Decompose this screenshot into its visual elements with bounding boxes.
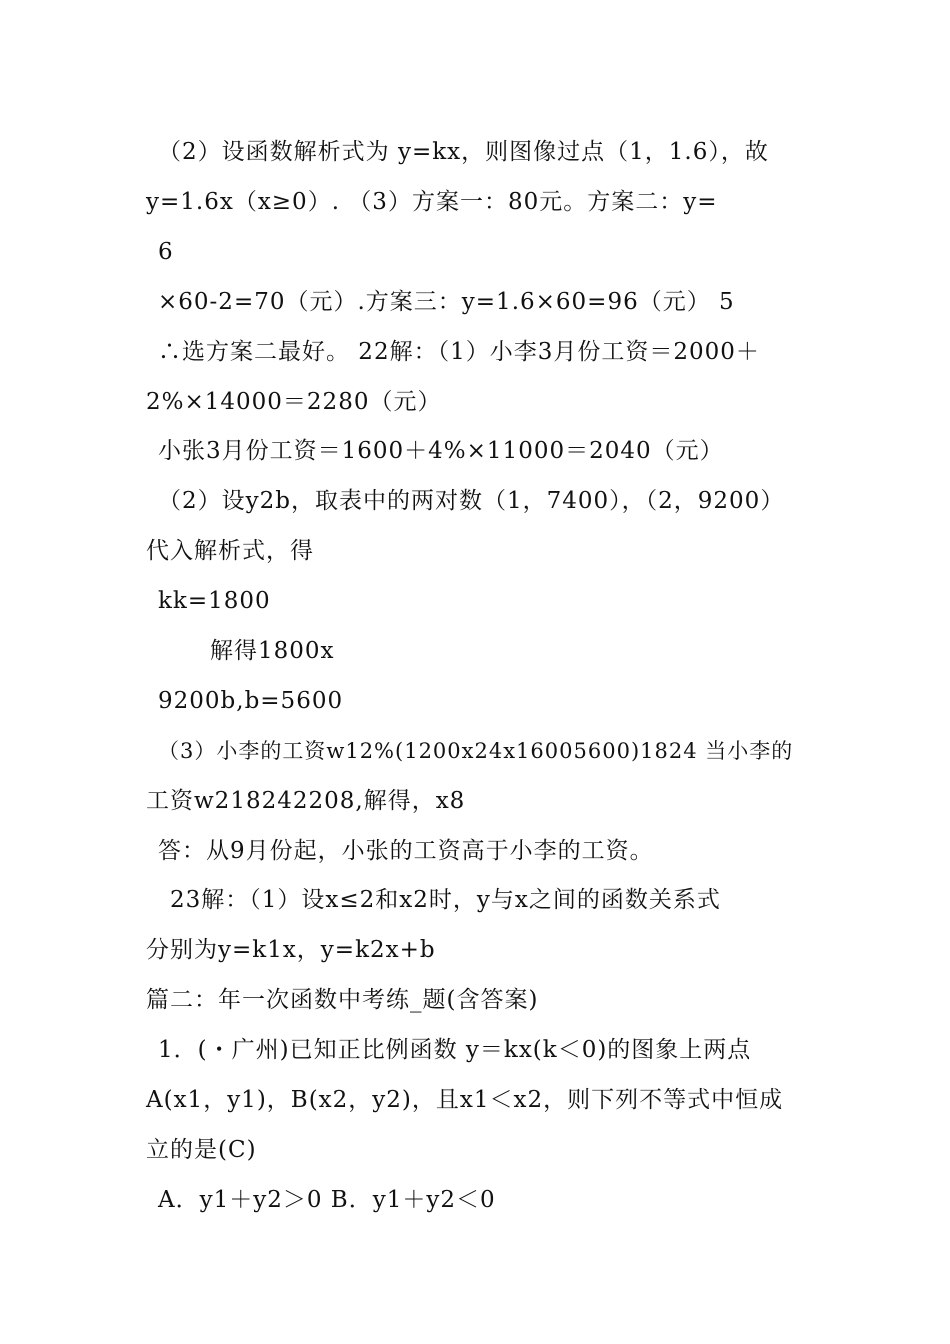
text-line: 9200b,b=5600 [158, 688, 344, 714]
text-line: 小张3月份工资＝1600＋4%×11000＝2040（元） [158, 438, 724, 464]
text-line: 6 [158, 239, 174, 265]
text-line: y=1.6x（x≥0）. （3）方案一：80元。方案二：y= [146, 189, 718, 215]
text-line: ×60-2=70（元）.方案三：y=1.6×60=96（元） 5 [158, 289, 735, 315]
text-line: （2）设函数解析式为 y=kx，则图像过点（1，1.6），故 [158, 139, 769, 165]
text-line: 代入解析式，得 [146, 538, 314, 564]
text-line: ∴选方案二最好。 22解：（1）小李3月份工资＝2000＋ [158, 339, 760, 365]
text-line: （3）小李的工资w12%(1200x24x16005600)1824 当小李的 [158, 739, 794, 763]
text-line: 分别为y=k1x，y=k2x+b [146, 937, 436, 963]
text-line: （2）设y2b，取表中的两对数（1，7400），（2，9200） [158, 488, 785, 514]
section-heading: 篇二：年一次函数中考练_题(含答案) [146, 987, 539, 1013]
text-line: 答：从9月份起，小张的工资高于小李的工资。 [158, 838, 654, 864]
text-line: 1．(・广州)已知正比例函数 y＝kx(k＜0)的图象上两点 [158, 1037, 752, 1063]
text-line: A．y1＋y2＞0 B．y1＋y2＜0 [158, 1187, 496, 1213]
text-line: 解得1800x [210, 638, 335, 664]
text-line: A(x1，y1)，B(x2，y2)，且x1＜x2，则下列不等式中恒成 [146, 1087, 784, 1113]
text-line: 工资w218242208,解得，x8 [146, 788, 466, 814]
text-line: 立的是(C) [146, 1137, 257, 1163]
text-line: 23解：（1）设x≤2和x2时，y与x之间的函数关系式 [170, 887, 721, 913]
text-line: kk=1800 [158, 588, 271, 614]
text-line: 2%×14000＝2280（元） [146, 389, 442, 415]
